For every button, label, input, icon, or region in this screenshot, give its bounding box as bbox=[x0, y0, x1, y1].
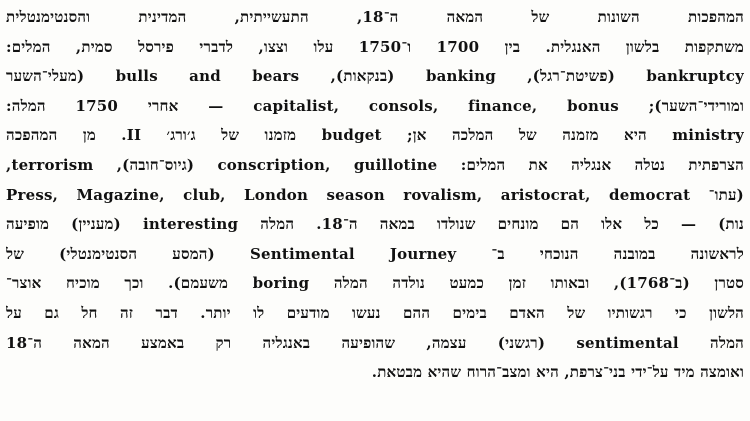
text-line: bankruptcy (פשיטת־רגל), banking (בנקאות), bulls and bears (מעלי־השער bbox=[6, 67, 744, 86]
text-line: המלה sentimental (רגשני) עצמה, שהופיעה באנגליה רק באמצע המאה ה־18 bbox=[6, 333, 744, 352]
text-line: ומורידי־השער); capitalist, consols, finance, bonus — אחרי 1750 המלה: bbox=[6, 96, 744, 115]
text-line: לראשונה במובנה הנוכחי ב־ Sentimental Journey (המסע הסנטימנטלי) של bbox=[6, 244, 744, 263]
text-line: ואומצה מיד על־ידי בני־צרפת, היא ומצב־הרוח שהיא מבטאת. bbox=[371, 363, 744, 382]
paragraph bbox=[6, 3, 744, 388]
text-line: משתקפות בלשון האנגלית. בין 1700 ו־1750 עלו וצצו, לדברי פירסל סמית, המלים: bbox=[6, 37, 744, 56]
text-line: הלשון כי רגשותיו של האדם בימים ההם נעשו מודעים לו יותר. דבר זה חל גם על bbox=[6, 303, 744, 322]
text-line: ministry היא מזמנה של המלכה אן; budget מזמנו של ג׳ורג׳ II. מן המהפכה bbox=[6, 126, 744, 145]
text-line: (עתו־ Press, Magazine, club, London season rovalism, aristocrat, democrat bbox=[6, 185, 744, 204]
text-line: סטרן (ב־1768), ובאותו זמן כמעט נולדה המלה boring משעמם). וכך מוכיח אוצר־ bbox=[6, 274, 744, 293]
text-line: המהפכות השונות של המאה ה־18, התעשייתית, המדינית והסנטימנטלית bbox=[6, 8, 744, 26]
text-line: נות) — כל אלו הם מונחים שנולדו במאה ה־18. המלה interesting (מעניין) מופיעה bbox=[6, 215, 744, 234]
text-line: הצרפתית נטלה אנגליה את המלים: conscription, guillotine (גיוס־חובה), terrorism, bbox=[6, 155, 744, 174]
